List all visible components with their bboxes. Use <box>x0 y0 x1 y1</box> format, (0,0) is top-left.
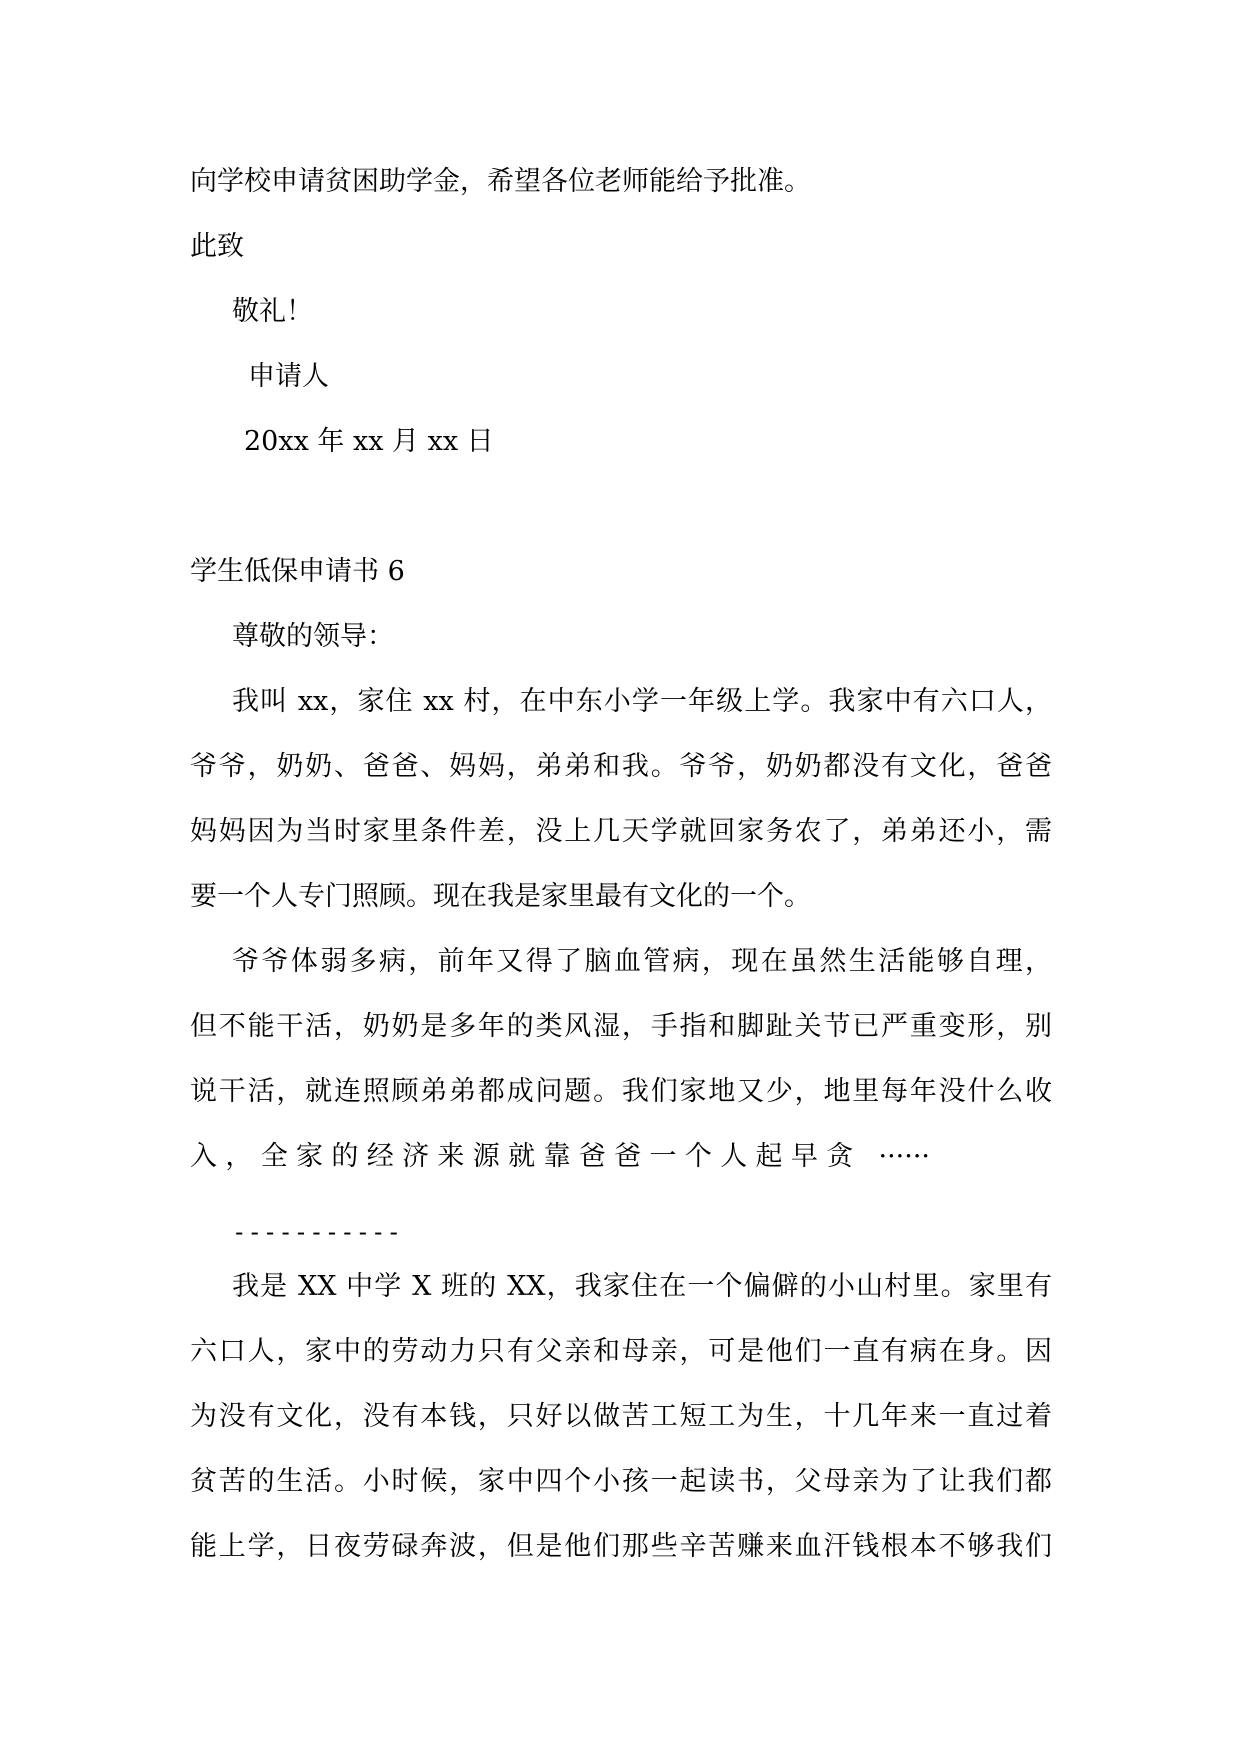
paragraph-2-line-1: 爷爷体弱多病，前年又得了脑血管病，现在虽然生活能够自理， <box>232 946 1052 977</box>
signature-label: 申请人 <box>248 361 329 392</box>
paragraph-1-line-1: 我叫 xx，家住 xx 村，在中东小学一年级上学。我家中有六口人， <box>232 686 1052 717</box>
paragraph-2-line-3: 说干活，就连照顾弟弟都成问题。我们家地又少，地里每年没什么收 <box>190 1076 1052 1107</box>
paragraph-2-line-4: 入，全家的经济来源就靠爸爸一个人起早贪 ······ <box>190 1141 930 1172</box>
regards: 敬礼！ <box>232 296 313 327</box>
paragraph-3-line-3: 为没有文化，没有本钱，只好以做苦工短工为生，十几年来一直过着 <box>190 1401 1052 1432</box>
paragraph-3-line-1: 我是 XX 中学 X 班的 XX，我家住在一个偏僻的小山村里。家里有 <box>232 1271 1052 1302</box>
closing-line: 向学校申请贫困助学金，希望各位老师能给予批准。 <box>190 166 811 197</box>
paragraph-1-line-4: 要一个人专门照顾。现在我是家里最有文化的一个。 <box>190 881 811 912</box>
paragraph-1-line-3: 妈妈因为当时家里条件差，没上几天学就回家务农了，弟弟还小，需 <box>190 816 1052 847</box>
greeting: 尊敬的领导： <box>232 621 394 652</box>
paragraph-1-line-2: 爷爷，奶奶、爸爸、妈妈，弟弟和我。爷爷，奶奶都没有文化，爸爸 <box>190 751 1052 782</box>
separator-dashes: ----------- <box>232 1218 402 1246</box>
paragraph-3-line-2: 六口人，家中的劳动力只有父亲和母亲，可是他们一直有病在身。因 <box>190 1336 1052 1367</box>
salutation: 此致 <box>190 231 244 262</box>
paragraph-3-line-5: 能上学，日夜劳碌奔波，但是他们那些辛苦赚来血汗钱根本不够我们 <box>190 1531 1052 1562</box>
paragraph-2-line-2: 但不能干活，奶奶是多年的类风湿，手指和脚趾关节已严重变形，别 <box>190 1011 1052 1042</box>
section-title: 学生低保申请书 6 <box>190 556 405 587</box>
date: 20xx 年 xx 月 xx 日 <box>244 426 494 457</box>
paragraph-3-line-4: 贫苦的生活。小时候，家中四个小孩一起读书，父母亲为了让我们都 <box>190 1466 1052 1497</box>
